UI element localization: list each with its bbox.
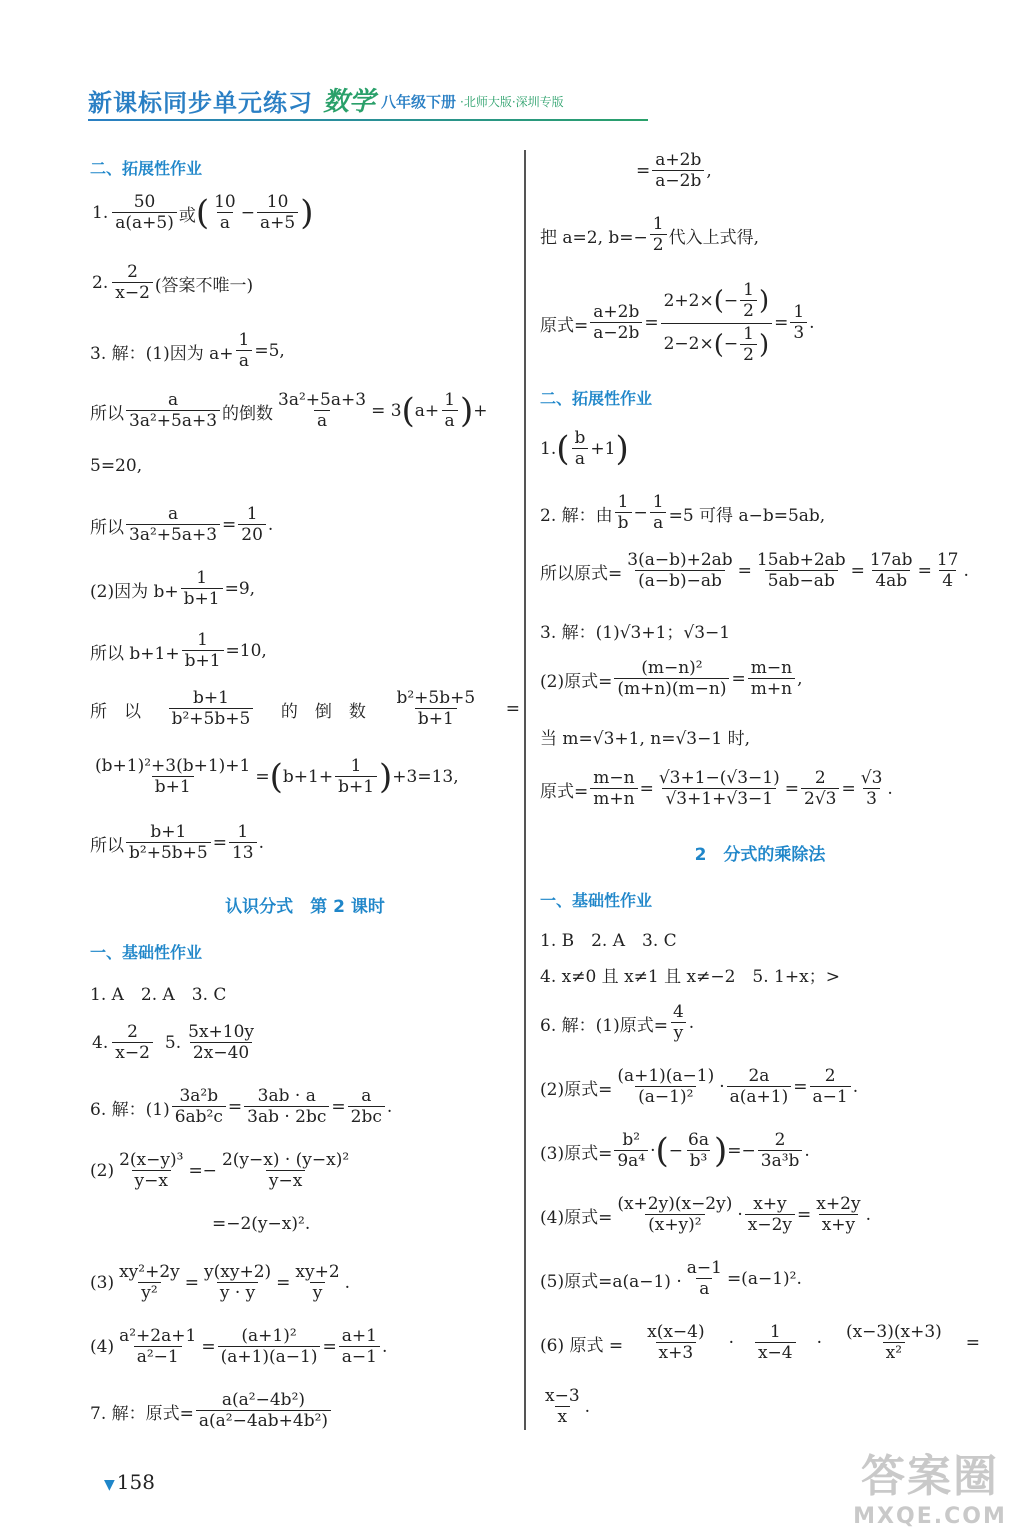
answer-line: 6. 解：(1)原式= $\frac{4}{y}$ . — [540, 1002, 695, 1044]
answer-line: (2) $\frac{\text{2(x−y)³}}{y-x}$ =− $\frac{\text{2(y−x) · (y−x)²}}{y-x}$ — [90, 1150, 350, 1192]
answer-line: 1. ( $\frac{b}{a}$ +1 ) — [540, 428, 629, 470]
watermark-text: 答案圈 — [861, 1451, 999, 1502]
answer-line: (2)原式= $\frac{\text{(m−n)²}}{(m+n)(m-n)}$ = $\frac{m-n}{m+n}$ , — [540, 658, 803, 700]
answer-line: (3)原式= $\frac{\text{b²}}{\text{9a⁴}}$ · ( − $\frac{6a}{\text{b³}}$ ) =− $\frac{2}{\text{3a³b}}$ . — [540, 1130, 810, 1172]
section-heading: 一、基础性作业 — [540, 891, 653, 910]
answer-line: 4. $\frac{2}{x-2}$ 5. $\frac{5x+10y}{2x-40}$ — [92, 1022, 255, 1064]
answer-line: 原式= $\frac{m-n}{m+n}$ = $\frac{√3+1-(√3-1)}{√3+1+√3-1}$ = $\frac{2}{2√3}$ = $\frac{√3}{3}$ . — [540, 768, 893, 810]
answer-line: 所 以 $\frac{b+1}{\text{b²+5b+5}}$ 的 倒 数 $\frac{\text{b²+5b+5}}{b+1}$ = — [90, 688, 520, 730]
answer-line: 所以 $\frac{a}{\text{3a²+5a+3}}$ = $\frac{1}{20}$ . — [90, 504, 274, 546]
answer-line: 3. 解：(1)√3+1；√3−1 — [540, 623, 731, 643]
grade-label: 八年级下册 — [381, 93, 457, 111]
answer-line: 当 m=√3+1, n=√3−1 时, — [540, 729, 750, 749]
answer-line: (2)因为 b+ $\frac{1}{b+1}$ =9, — [90, 568, 256, 610]
answer-line: 1. $\frac{50}{a(a+5)}$ 或 ( $\frac{10}{a}$ − $\frac{10}{a+5}$ ) — [92, 192, 314, 234]
answer-line: 6. 解：(1) $\frac{\text{3a²b}}{\text{6ab²c}}$ = $\frac{3ab \cdot a}{3ab \cdot 2bc}$ = $\frac{a}{2bc}$ . — [90, 1086, 393, 1128]
answer-line: $\frac{x-3}{x}$ . — [545, 1386, 591, 1428]
answer-line: 2. 解：由 $\frac{1}{b}$ − $\frac{1}{a}$ =5 可得 a−b=5ab, — [540, 492, 826, 534]
section-heading: 二、拓展性作业 — [540, 389, 653, 408]
answer-line: (4)原式= $\frac{(x+2y)(x-2y)}{\text{(x+y)²}}$ · $\frac{x+y}{x-2y}$ = $\frac{x+2y}{x+y}$ . — [540, 1194, 871, 1236]
answer-line: (4) $\frac{\text{a²+2a+1}}{\text{a²−1}}$ = $\frac{\text{(a+1)²}}{(a+1)(a-1)}$ = $\frac{a+1}{a-1}$ . — [90, 1326, 388, 1368]
answer-line: 2. $\frac{2}{x-2}$ (答案不唯一) — [92, 262, 254, 304]
answer-line: 7. 解：原式= $\frac{\text{a(a²−4b²)}}{\text{a(a²−4ab+4b²)}}$ — [90, 1390, 333, 1433]
lesson-title: 认识分式 第 2 课时 — [225, 897, 385, 917]
answer-line: 5=20, — [90, 456, 143, 476]
lesson-title: 2 分式的乘除法 — [694, 845, 826, 865]
page-header — [88, 78, 658, 118]
answer-line: $\frac{\text{(b+1)²+3(b+1)+1}}{b+1}$ = ( b+1+ $\frac{1}{b+1}$ ) +3=13, — [95, 756, 459, 798]
answer-line: (3) $\frac{\text{xy²+2y}}{\text{y²}}$ = $\frac{y(xy+2)}{y \cdot y}$ = $\frac{xy+2}{y}$ . — [90, 1262, 351, 1304]
answer-line: =−2(y−x)². — [212, 1214, 311, 1234]
book-series-title: 新课标同步单元练习 — [88, 89, 313, 117]
page-marker-icon: ▼ — [104, 1477, 115, 1493]
answer-line: (2)原式= $\frac{(a+1)(a-1)}{\text{(a−1)²}}$ · $\frac{2a}{a(a+1)}$ = $\frac{2}{a-1}$ . — [540, 1066, 859, 1108]
answer-line: 3. 解：(1)因为 a+ $\frac{1}{a}$ =5, — [90, 330, 285, 372]
answer-line: 原式= $\frac{a+2b}{a-2b}$ = 2+2× ( − $\frac{1}{2}$ ) 2−2× ( − $\frac{1}{2}$ ) = $\frac{1}{3}$ . — [540, 280, 815, 366]
section-heading: 一、基础性作业 — [90, 943, 203, 962]
answer-line: 所以 $\frac{b+1}{\text{b²+5b+5}}$ = $\frac{1}{13}$ . — [90, 822, 264, 864]
answer-line: 4. x≠0 且 x≠1 且 x≠−2 5. 1+x；> — [540, 967, 840, 987]
answer-line: 所以原式= $\frac{3(a-b)+2ab}{(a-b)-ab}$ = $\frac{15ab+2ab}{5ab-ab}$ = $\frac{17ab}{4ab}$ = $\frac{17}{4}$ . — [540, 550, 969, 592]
section-heading: 二、拓展性作业 — [90, 159, 203, 178]
answer-line: 1. A 2. A 3. C — [90, 985, 227, 1005]
watermark-url: MXQE.COM — [853, 1504, 1007, 1529]
answer-line: (5)原式=a(a−1) · $\frac{a-1}{a}$ =(a−1)². — [540, 1258, 802, 1300]
answer-line: 1. B 2. A 3. C — [540, 931, 677, 951]
answer-line: 所以 $\frac{a}{\text{3a²+5a+3}}$ 的倒数 $\frac{\text{3a²+5a+3}}{a}$ = 3 ( a+ $\frac{1}{a}$ ) + — [90, 390, 488, 432]
answer-line: 所以 b+1+ $\frac{1}{b+1}$ =10, — [90, 630, 267, 672]
header-rule — [88, 119, 648, 121]
answer-line: (6) 原式 = $\frac{x(x-4)}{x+3}$ · $\frac{1}{x-4}$ · $\frac{(x-3)(x+3)}{\text{x²}}$ = — [540, 1322, 980, 1364]
watermark-logo — [850, 1440, 1010, 1530]
column-divider — [524, 150, 526, 1430]
edition-label: ·北师大版·深圳专版 — [460, 95, 564, 109]
subject-title: 数学 — [323, 87, 376, 117]
page-number: ▼ 158 — [104, 1470, 155, 1494]
answer-line: = $\frac{a+2b}{a-2b}$ , — [636, 150, 712, 192]
answer-line: 把 a=2, b=− $\frac{1}{2}$ 代入上式得, — [540, 214, 760, 256]
